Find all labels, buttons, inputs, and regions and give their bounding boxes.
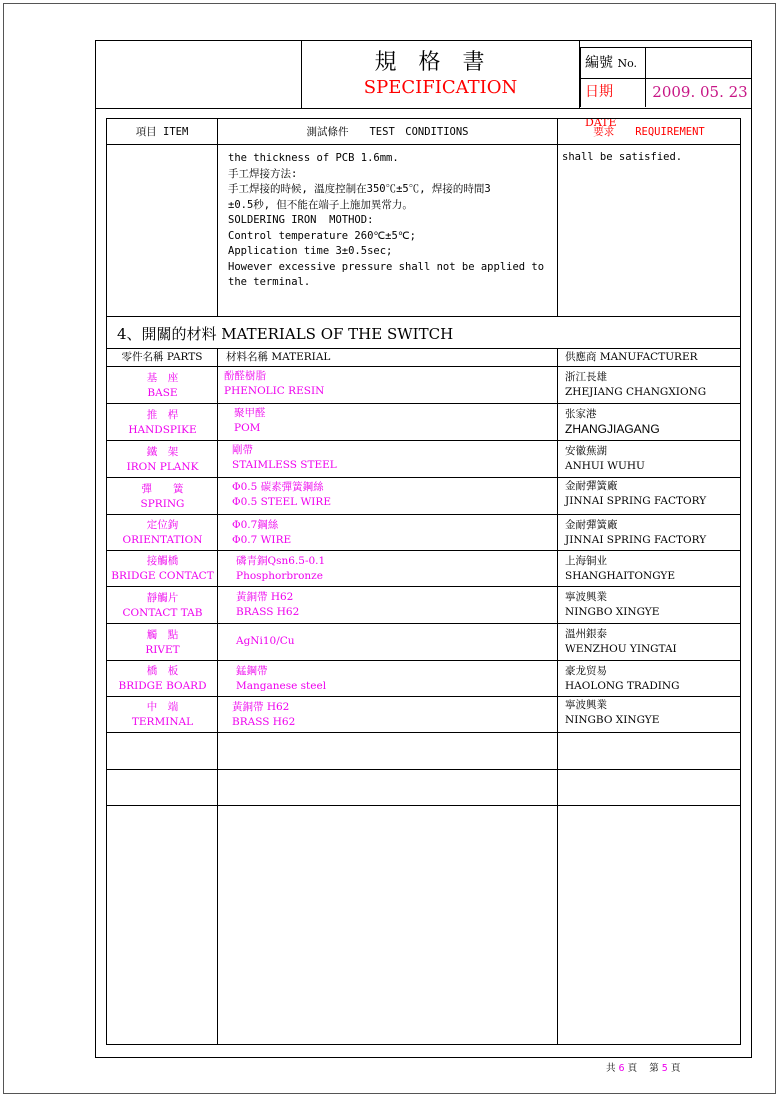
manufacturer-en: JINNAI SPRING FACTORY xyxy=(565,534,707,546)
part-cn: 橋 板 xyxy=(146,665,179,677)
manufacturer-cell xyxy=(558,441,740,477)
manufacturer-cell xyxy=(558,515,740,550)
material-en: BRASS H62 xyxy=(236,606,300,618)
manufacturer-cn: 寧波興業 xyxy=(565,591,607,603)
part-cn: 中 端 xyxy=(146,701,179,713)
material-en: Φ0.5 STEEL WIRE xyxy=(232,496,331,508)
material-cell xyxy=(218,697,558,732)
material-en: POM xyxy=(234,422,261,434)
material-cell xyxy=(218,624,558,660)
conditions-row xyxy=(107,145,740,317)
col-requirement-header: 要求 REQUIREMENT xyxy=(593,126,705,138)
part-en: BRIDGE BOARD xyxy=(118,680,207,692)
material-en: Φ0.7 WIRE xyxy=(232,534,292,546)
material-row xyxy=(107,587,740,624)
part-en: BASE xyxy=(147,387,178,399)
empty-cell xyxy=(558,733,740,769)
manufacturer-cell xyxy=(558,551,740,586)
material-cn: 聚甲醛 xyxy=(234,407,266,419)
conditions-cell xyxy=(218,145,558,316)
empty-cell xyxy=(218,806,558,1044)
empty-cell xyxy=(218,770,558,805)
material-cn: AgNi10/Cu xyxy=(236,635,295,647)
material-cn: 錳鋼帶 xyxy=(236,665,268,677)
part-cn: 接觸橋 xyxy=(146,555,179,567)
manufacturer-cn: 安徽蕪湖 xyxy=(565,445,607,457)
col-material-header: 材料名稱 MATERIAL xyxy=(218,349,558,366)
requirement-text: shall be satisfied. xyxy=(562,151,683,163)
material-cell xyxy=(218,661,558,696)
material-row xyxy=(107,404,740,441)
footer-page-prefix: 第 xyxy=(649,1063,659,1074)
manufacturer-cn: 金耐彈簧廠 xyxy=(565,519,618,531)
condition-line: the thickness of PCB 1.6mm. xyxy=(228,152,399,164)
footer-total-pages: 6 xyxy=(618,1063,625,1074)
material-cell xyxy=(218,515,558,550)
manufacturer-en: JINNAI SPRING FACTORY xyxy=(565,495,707,507)
part-en: ORIENTATION xyxy=(122,534,203,546)
title-en: SPECIFICATION xyxy=(363,77,518,98)
material-cn: Φ0.5 碳素彈簧鋼絲 xyxy=(232,481,324,493)
manufacturer-en: NINGBO XINGYE xyxy=(565,714,660,726)
conditions-item-cell xyxy=(107,145,218,316)
empty-cell xyxy=(107,770,218,805)
page-footer xyxy=(606,1060,680,1074)
part-en: HANDSPIKE xyxy=(128,424,197,436)
empty-cell xyxy=(107,806,218,1044)
manufacturer-cn: 溫州銀泰 xyxy=(565,628,607,640)
manufacturer-cn: 上海铜业 xyxy=(565,555,607,567)
condition-line: 手工焊接方法: xyxy=(228,167,298,180)
manufacturer-cn: 寧波興業 xyxy=(565,699,607,711)
empty-row xyxy=(107,770,740,806)
part-cn: 觸 點 xyxy=(146,629,179,641)
materials-header-row xyxy=(107,349,740,367)
manufacturer-cell xyxy=(558,367,740,403)
conditions-text xyxy=(228,151,556,291)
part-cell xyxy=(107,404,218,440)
material-row xyxy=(107,661,740,697)
table-header-row xyxy=(107,119,740,145)
material-cell xyxy=(218,441,558,477)
part-cell xyxy=(107,367,218,403)
part-cn: 鐵 架 xyxy=(146,446,179,458)
material-row xyxy=(107,515,740,551)
manufacturer-cn: 豪龙贸易 xyxy=(565,665,607,677)
empty-row xyxy=(107,806,740,1044)
part-cell xyxy=(107,551,218,586)
manufacturer-cell xyxy=(558,587,740,623)
part-cn: 彈 簧 xyxy=(141,483,184,495)
condition-line: ±0.5秒, 但不能在端子上施加異常力。 xyxy=(228,198,413,211)
material-cn: 黃銅帶 H62 xyxy=(232,701,290,713)
manufacturer-en: ZHANGJIAGANG xyxy=(565,422,660,436)
part-cell xyxy=(107,697,218,732)
material-cn: 酚醛樹脂 xyxy=(224,370,266,382)
col-item-header: 項目 ITEM xyxy=(107,119,218,144)
material-en: Manganese steel xyxy=(236,680,327,692)
material-cn: 黃銅帶 H62 xyxy=(236,591,294,603)
doc-number-label: 編號 No. xyxy=(580,48,646,78)
doc-date-value: 2009. 05. 23 xyxy=(652,83,748,101)
part-cell xyxy=(107,478,218,514)
empty-cell xyxy=(107,733,218,769)
col-conditions-header: 測試條件 TEST CONDITIONS xyxy=(218,119,558,144)
part-cn: 定位鉤 xyxy=(146,519,179,531)
part-en: TERMINAL xyxy=(131,716,194,728)
footer-total-prefix: 共 xyxy=(606,1063,616,1074)
material-row xyxy=(107,624,740,661)
part-en: RIVET xyxy=(145,644,180,656)
empty-cell xyxy=(558,806,740,1044)
manufacturer-en: SHANGHAITONGYE xyxy=(565,570,675,582)
title-cn: 規格書 xyxy=(374,50,507,75)
manufacturer-cell xyxy=(558,697,740,732)
part-cell xyxy=(107,515,218,550)
doc-date-label: 日期 DATE xyxy=(580,77,646,107)
material-cell xyxy=(218,404,558,440)
section-title: 4、開關的材料 MATERIALS OF THE SWITCH xyxy=(117,325,454,343)
section-title-row xyxy=(107,317,740,349)
part-cell xyxy=(107,661,218,696)
material-row xyxy=(107,478,740,515)
material-cell xyxy=(218,367,558,403)
requirement-cell xyxy=(558,145,740,316)
manufacturer-cell xyxy=(558,404,740,440)
part-cn: 基 座 xyxy=(146,372,179,384)
sheet-body xyxy=(95,40,752,1058)
material-row xyxy=(107,367,740,404)
material-cell xyxy=(218,587,558,623)
manufacturer-en: HAOLONG TRADING xyxy=(565,680,680,692)
part-en: BRIDGE CONTACT xyxy=(111,570,214,582)
part-en: IRON PLANK xyxy=(126,461,199,473)
manufacturer-cell xyxy=(558,661,740,696)
material-en: BRASS H62 xyxy=(232,716,296,728)
manufacturer-cn: 金耐彈簧廠 xyxy=(565,480,618,492)
footer-page-suffix: 頁 xyxy=(670,1063,681,1074)
material-cn: 剛帶 xyxy=(232,444,253,456)
part-cn: 推 桿 xyxy=(146,409,179,421)
spec-table xyxy=(106,118,741,1045)
footer-page-number: 5 xyxy=(661,1063,668,1074)
manufacturer-en: NINGBO XINGYE xyxy=(565,606,660,618)
condition-line: Control temperature 260℃±5℃; xyxy=(228,229,416,242)
empty-row xyxy=(107,733,740,770)
material-cn: 磷青銅Qsn6.5-0.1 xyxy=(236,555,326,567)
manufacturer-cell xyxy=(558,478,740,514)
material-cn: Φ0.7鋼絲 xyxy=(232,519,279,531)
part-cell xyxy=(107,587,218,623)
empty-cell xyxy=(558,770,740,805)
condition-line: Application time 3±0.5sec; xyxy=(228,245,393,257)
manufacturer-en: ZHEJIANG CHANGXIONG xyxy=(565,386,707,398)
material-cell xyxy=(218,478,558,514)
material-en: Phosphorbronze xyxy=(236,570,323,582)
part-en: CONTACT TAB xyxy=(122,607,203,619)
manufacturer-cn: 浙江長雄 xyxy=(565,371,607,383)
material-cell xyxy=(218,551,558,586)
empty-cell xyxy=(218,733,558,769)
part-en: SPRING xyxy=(140,498,185,510)
material-row xyxy=(107,441,740,478)
manufacturer-en: ANHUI WUHU xyxy=(565,460,645,472)
part-cell xyxy=(107,624,218,660)
col-parts-header: 零件名稱 PARTS xyxy=(107,349,218,366)
condition-line: 手工焊接的時候, 溫度控制在350℃±5℃, 焊接的時間3 xyxy=(228,183,491,195)
part-cn: 靜觸片 xyxy=(146,592,179,604)
condition-line: the terminal. xyxy=(228,276,311,288)
material-row xyxy=(107,697,740,733)
footer-total-suffix: 頁 xyxy=(627,1063,638,1074)
material-en: PHENOLIC RESIN xyxy=(224,385,325,397)
manufacturer-cell xyxy=(558,624,740,660)
col-manufacturer-header: 供應商 MANUFACTURER xyxy=(565,351,698,363)
condition-line: SOLDERING IRON MOTHOD: xyxy=(228,214,374,226)
part-cell xyxy=(107,441,218,477)
manufacturer-cn: 张家港 xyxy=(565,408,597,420)
material-en: STAIMLESS STEEL xyxy=(232,459,337,471)
material-row xyxy=(107,551,740,587)
manufacturer-en: WENZHOU YINGTAI xyxy=(565,643,677,655)
condition-line: However excessive pressure shall not be applied to xyxy=(228,260,545,273)
